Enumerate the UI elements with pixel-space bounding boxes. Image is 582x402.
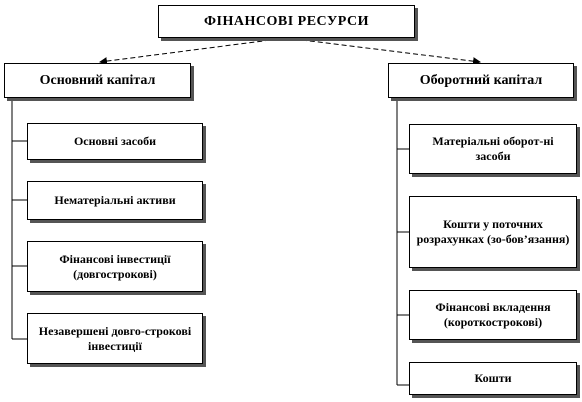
long-term-financial-investments-box <box>27 241 203 292</box>
intangible-assets-label: Нематеріальні активи <box>54 193 176 207</box>
material-current-assets-box <box>409 124 577 174</box>
cash-box <box>409 362 577 395</box>
unfinished-long-term-investments-label: Незавершені довго-строкові інвестиції <box>38 323 192 353</box>
financial-resources-label: ФІНАНСОВІ РЕСУРСИ <box>204 13 369 29</box>
fixed-assets-box <box>27 123 203 160</box>
main-capital-label: Основний капітал <box>39 72 156 88</box>
short-term-financial-investments-label: Фінансові вкладення (короткострокові) <box>435 300 551 329</box>
arrow-root-to-circulating-capital <box>286 38 480 62</box>
main-capital-box <box>4 63 191 98</box>
current-settlement-funds-box <box>409 196 577 268</box>
intangible-assets-box <box>27 181 203 220</box>
long-term-financial-investments-label: Фінансові інвестиції (довгострокові) <box>59 251 171 281</box>
fixed-assets-label: Основні засоби <box>73 134 157 148</box>
circulating-capital-box <box>388 63 574 98</box>
current-settlement-funds-label: Кошти у поточних розрахунках (зо-бов’язання) <box>416 217 570 246</box>
arrow-root-to-main-capital <box>100 38 286 62</box>
cash-label: Кошти <box>474 371 512 385</box>
material-current-assets-label: Матеріальні оборот-ні засоби <box>432 134 554 163</box>
financial-resources-box <box>158 5 415 38</box>
circulating-capital-label: Оборотний капітал <box>419 72 543 88</box>
unfinished-long-term-investments-box <box>27 313 203 364</box>
short-term-financial-investments-box <box>409 290 577 340</box>
